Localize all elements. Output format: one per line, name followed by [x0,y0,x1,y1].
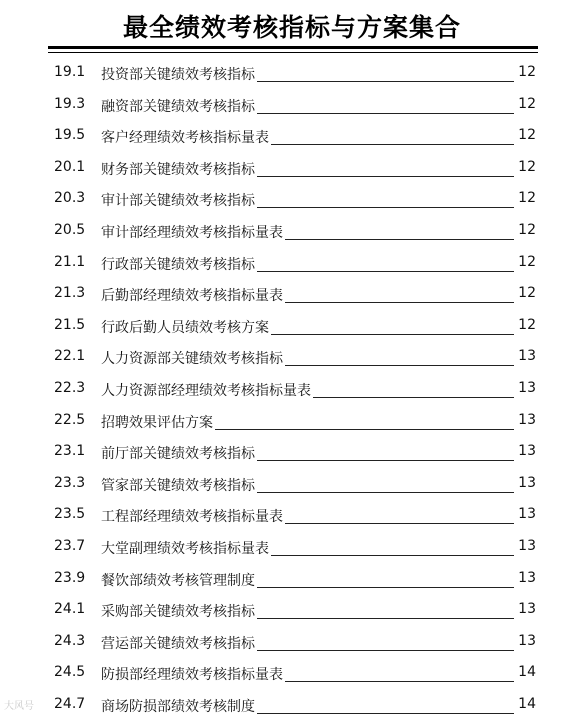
toc-entry-number: 20.3 [54,190,86,207]
toc-entry-title: 行政后勤人员绩效考核方案 [101,319,269,336]
toc-entry-number: 23.9 [54,569,86,586]
toc-entry-title: 大堂副理绩效考核指标量表 [101,540,269,557]
toc-entry[interactable] [0,278,584,310]
toc-entry[interactable] [0,373,584,405]
toc-entry-number: 21.3 [54,285,86,302]
toc-entry-page: 13 [518,537,536,554]
toc-entry[interactable] [0,405,584,437]
toc-leader-line [257,113,514,114]
toc-leader-line [215,429,514,430]
toc-entry-title: 防损部经理绩效考核指标量表 [101,667,283,684]
toc-entry[interactable] [0,468,584,500]
toc-entry-number: 24.7 [54,695,86,712]
toc-entry[interactable] [0,152,584,184]
toc-entry-number: 22.1 [54,348,86,365]
toc-entry-page: 12 [518,316,536,333]
toc-entry-page: 12 [518,95,536,112]
toc-entry-number: 19.3 [54,95,86,112]
toc-entry-page: 12 [518,285,536,302]
toc-leader-line [257,713,514,714]
toc-entry-number: 22.3 [54,379,86,396]
toc-entry-number: 23.5 [54,506,86,523]
toc-entry-page: 13 [518,632,536,649]
toc-entry-number: 23.1 [54,443,86,460]
toc-leader-line [285,523,514,524]
toc-entry[interactable] [0,594,584,626]
toc-leader-line [257,176,514,177]
toc-leader-line [257,460,514,461]
toc-entry-title: 融资部关键绩效考核指标 [101,98,255,115]
toc-entry-page: 12 [518,127,536,144]
toc-leader-line [285,239,514,240]
toc-entry-page: 12 [518,190,536,207]
toc-entry[interactable] [0,89,584,121]
toc-entry[interactable] [0,341,584,373]
toc-entry-page: 13 [518,348,536,365]
toc-entry-number: 21.5 [54,316,86,333]
toc-entry-title: 审计部经理绩效考核指标量表 [101,224,283,241]
toc-entry-title: 商场防损部绩效考核制度 [101,698,255,715]
toc-leader-line [257,492,514,493]
toc-leader-line [285,681,514,682]
toc-entry[interactable] [0,563,584,595]
toc-leader-line [271,334,514,335]
toc-leader-line [285,302,514,303]
toc-entry-number: 24.3 [54,632,86,649]
title-rule-thin [48,52,538,53]
toc-entry-title: 人力资源部经理绩效考核指标量表 [101,382,311,399]
toc-entry-title: 后勤部经理绩效考核指标量表 [101,288,283,305]
toc-entry-title: 招聘效果评估方案 [101,414,213,431]
toc-entry-title: 前厅部关键绩效考核指标 [101,446,255,463]
toc-leader-line [313,397,514,398]
toc-entry-title: 工程部经理绩效考核指标量表 [101,509,283,526]
toc-entry[interactable] [0,215,584,247]
toc-entry-page: 13 [518,506,536,523]
title-rule-thick [48,46,538,49]
toc-entry-title: 财务部关键绩效考核指标 [101,161,255,178]
toc-entry-number: 20.5 [54,221,86,238]
toc-entry-page: 13 [518,601,536,618]
toc-entry[interactable] [0,436,584,468]
toc-entry-page: 12 [518,158,536,175]
toc-entry[interactable] [0,531,584,563]
toc-leader-line [285,365,514,366]
toc-leader-line [257,618,514,619]
toc-entry-number: 21.1 [54,253,86,270]
toc-entry[interactable] [0,120,584,152]
toc-entry-title: 行政部关键绩效考核指标 [101,256,255,273]
toc-leader-line [257,587,514,588]
toc-entry-title: 审计部关键绩效考核指标 [101,193,255,210]
toc-leader-line [271,144,514,145]
toc-leader-line [271,555,514,556]
toc-entry-page: 14 [518,695,536,712]
toc-entry-page: 12 [518,253,536,270]
toc-entry[interactable] [0,183,584,215]
toc-entry-page: 13 [518,379,536,396]
toc-leader-line [257,271,514,272]
toc-entry-page: 13 [518,443,536,460]
toc-entry-title: 管家部关键绩效考核指标 [101,477,255,494]
toc-entry[interactable] [0,499,584,531]
toc-entry-page: 13 [518,569,536,586]
toc-entry-number: 19.1 [54,64,86,80]
toc-entry-page: 13 [518,411,536,428]
toc-entry-title: 营运部关键绩效考核指标 [101,635,255,652]
watermark: 大风号 [4,701,34,712]
toc-entry-title: 餐饮部绩效考核管理制度 [101,572,255,589]
toc-entry-title: 投资部关键绩效考核指标 [101,67,255,83]
toc-entry[interactable] [0,689,584,720]
table-of-contents [0,57,584,720]
toc-entry-number: 22.5 [54,411,86,428]
toc-entry-title: 人力资源部关键绩效考核指标 [101,351,283,368]
toc-entry-page: 12 [518,221,536,238]
toc-entry-number: 24.1 [54,601,86,618]
toc-entry-number: 23.3 [54,474,86,491]
toc-leader-line [257,650,514,651]
toc-entry[interactable] [0,247,584,279]
toc-leader-line [257,207,514,208]
toc-entry[interactable] [0,626,584,658]
toc-entry-page: 12 [518,64,536,80]
toc-leader-line [257,81,514,82]
toc-entry-number: 19.5 [54,127,86,144]
toc-entry[interactable] [0,57,584,89]
toc-entry-number: 23.7 [54,537,86,554]
toc-entry-page: 13 [518,474,536,491]
toc-entry[interactable] [0,657,584,689]
toc-entry-title: 客户经理绩效考核指标量表 [101,130,269,147]
toc-entry-page: 14 [518,664,536,681]
toc-entry[interactable] [0,310,584,342]
toc-entry-number: 20.1 [54,158,86,175]
toc-entry-title: 采购部关键绩效考核指标 [101,604,255,621]
toc-entry-number: 24.5 [54,664,86,681]
document-title: 最全绩效考核指标与方案集合 [122,13,461,42]
